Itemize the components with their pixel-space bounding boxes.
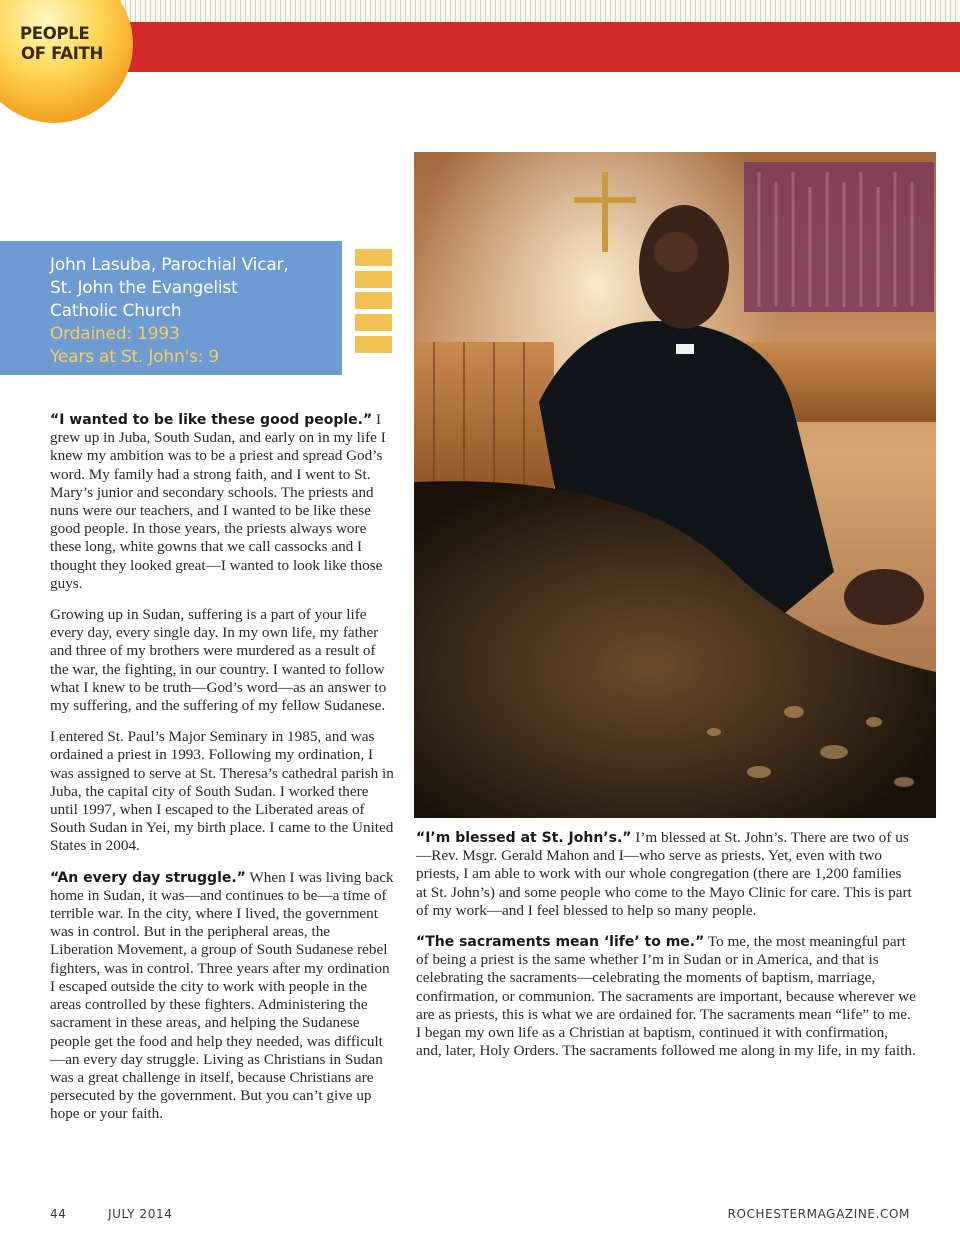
- paragraph-body: I entered St. Paul’s Major Seminary in 1985, and was ordained a priest in 1993. Following my ordination, I was assigned to serve at St. Theresa’s cathedral parish in Juba, the capital city of South Sudan. I worked there until 1997, when I escaped to the Liberated areas of South Sudan in Yei, my birth place. I came to the United States in 2004.: [50, 728, 394, 855]
- priest-portrait-photo: [414, 152, 936, 818]
- issue-date: JULY 2014: [108, 1207, 173, 1221]
- gold-bar: [355, 271, 392, 288]
- top-stripe-pattern: [0, 0, 960, 22]
- article-left-column: [50, 411, 395, 1137]
- article-paragraph: [50, 411, 395, 593]
- profile-years: Years at St. John's: 9: [50, 347, 220, 367]
- profile-name-title: John Lasuba, Parochial Vicar,: [50, 255, 289, 275]
- gold-bar: [355, 336, 392, 353]
- gold-bar: [355, 249, 392, 266]
- paragraph-body: When I was living back home in Sudan, it was—and continues to be—a time of terrible war. In the city, where I lived, the government was in control. But in the peripheral areas, the Liberation Movement, a group of South Sudanese rebel fighters, was in control. Three years after my ordination I escaped outside the city to work with people in the areas controlled by these fighters. Administering the sacrament in these areas, and helping the Sudanese people get the food and help they needed, was difficult—an every day struggle. Living as Christians in Sudan was a great challenge in itself, because Christians are persecuted by the government. But you can’t give up hope or your faith.: [50, 868, 394, 1123]
- profile-church-line2: Catholic Church: [50, 301, 182, 321]
- article-paragraph: [416, 933, 916, 1060]
- gold-bar: [355, 292, 392, 309]
- profile-church-line1: St. John the Evangelist: [50, 278, 238, 298]
- website-link[interactable]: ROCHESTERMAGAZINE.COM: [727, 1207, 910, 1221]
- paragraph-body: Growing up in Sudan, suffering is a part of your life every day, every single day. In my own life, my father and three of my brothers were murdered as a result of the war, the fighting, in our country. I wanted to follow what I knew to be truth—God’s word—as an answer to my suffering, and the suffering of my fellow Sudanese.: [50, 606, 387, 715]
- section-label-line1: PEOPLE: [20, 24, 90, 43]
- header-red-band: [120, 22, 960, 72]
- paragraph-body: I grew up in Juba, South Sudan, and early on in my life I knew my ambition was to be a priest and spread God’s word. My family had a strong faith, and I went to St. Mary’s junior and secondary schools. The priests and nuns were our teachers, and I wanted to be like these good people. In those years, the priests always wore these long, white gowns that we call cassocks and I thought they looked great—I wanted to look like those guys.: [50, 411, 386, 592]
- paragraph-lead: “I’m blessed at St. John’s.”: [416, 830, 632, 846]
- paragraph-lead: “The sacraments mean ‘life’ to me.”: [416, 934, 705, 951]
- paragraph-body: I’m blessed at St. John’s. There are two of us—Rev. Msgr. Gerald Mahon and I—who serve as priests. Yet, even with two priests, I am able to work with our whole congregation (there are 1,200 families at St. John’s) and some people who come to the Mayo Clinic for care. This is part of my work—and I feel blessed to help so many people.: [416, 829, 912, 919]
- page-number: 44: [50, 1207, 67, 1221]
- article-paragraph: [416, 829, 916, 920]
- paragraph-lead: “An every day struggle.”: [50, 869, 246, 886]
- section-label-line2: OF FAITH: [21, 44, 103, 63]
- article-paragraph: [50, 606, 395, 715]
- paragraph-body: To me, the most meaningful part of being a priest is the same whether I’m in Sudan or in America, and that is celebrating the sacraments—celebrating the moments of baptism, marriage, confirmation, or communion. The sacraments are important, because wherever we are as priests, this is what we are ordained for. The sacraments mean “life” to me. I began my own life as a Christian at baptism, continued it with confirmation, and, later, Holy Orders. The sacraments followed me along in my life, in my faith.: [416, 933, 916, 1060]
- paragraph-lead: “I wanted to be like these good people.”: [50, 412, 373, 428]
- gold-bar: [355, 314, 392, 331]
- section-label: [20, 24, 103, 64]
- profile-info-box: [0, 241, 342, 375]
- church-interior-illustration: [414, 152, 936, 818]
- article-paragraph: [50, 728, 395, 855]
- decorative-gold-bars: [355, 249, 392, 357]
- profile-ordained: Ordained: 1993: [50, 324, 180, 344]
- article-paragraph: [50, 869, 395, 1124]
- article-right-column: [416, 829, 916, 1073]
